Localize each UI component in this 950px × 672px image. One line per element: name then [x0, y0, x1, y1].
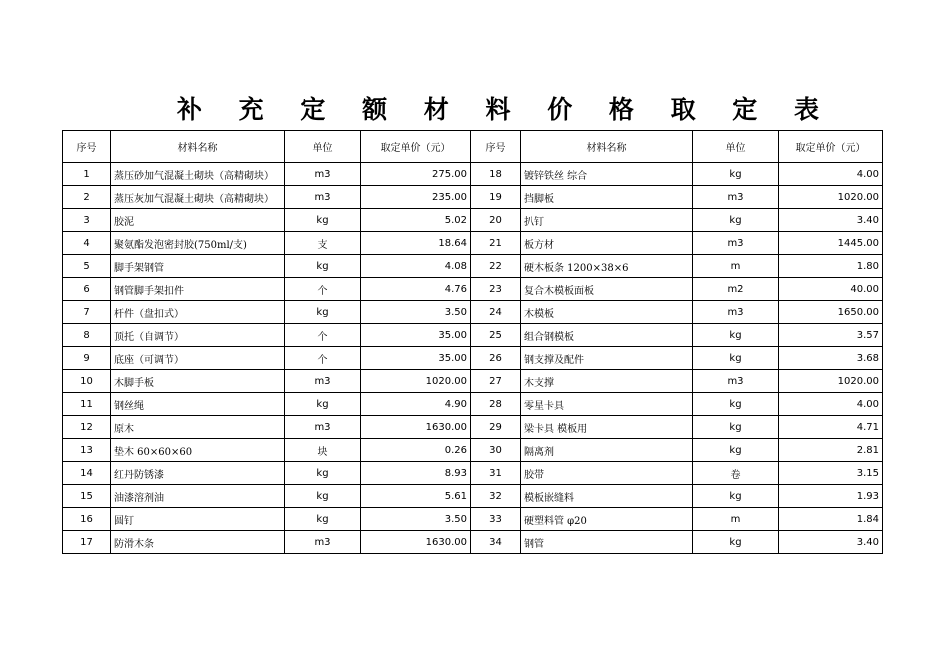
price-cell: 1.84 — [779, 508, 883, 531]
material-name-cell: 油漆溶剂油 — [111, 485, 285, 508]
material-name-cell: 硬塑料管 φ20 — [521, 508, 693, 531]
seq-cell: 29 — [471, 416, 521, 439]
price-cell: 3.50 — [361, 301, 471, 324]
material-name-cell: 组合钢模板 — [521, 324, 693, 347]
price-cell: 1630.00 — [361, 416, 471, 439]
seq-cell: 25 — [471, 324, 521, 347]
material-name-cell: 蒸压砂加气混凝土砌块（高精砌块） — [111, 163, 285, 186]
header-price: 取定单价（元） — [779, 131, 883, 163]
seq-cell: 17 — [63, 531, 111, 554]
seq-cell: 12 — [63, 416, 111, 439]
unit-cell: 个 — [285, 324, 361, 347]
seq-cell: 22 — [471, 255, 521, 278]
material-name-cell: 顶托（自调节） — [111, 324, 285, 347]
unit-cell: m3 — [693, 301, 779, 324]
unit-cell: kg — [693, 393, 779, 416]
unit-cell: kg — [285, 209, 361, 232]
seq-cell: 9 — [63, 347, 111, 370]
unit-cell: m — [693, 508, 779, 531]
seq-cell: 24 — [471, 301, 521, 324]
price-cell: 4.90 — [361, 393, 471, 416]
header-row — [63, 131, 883, 163]
material-name-cell: 垫木 60×60×60 — [111, 439, 285, 462]
header-seq: 序号 — [63, 131, 111, 163]
material-name-cell: 胶泥 — [111, 209, 285, 232]
unit-cell: kg — [693, 347, 779, 370]
table-row — [63, 255, 883, 278]
material-name-cell: 模板嵌缝料 — [521, 485, 693, 508]
table-row — [63, 485, 883, 508]
table-row — [63, 186, 883, 209]
table-row — [63, 439, 883, 462]
unit-cell: 卷 — [693, 462, 779, 485]
table-row — [63, 508, 883, 531]
material-name-cell: 钢支撑及配件 — [521, 347, 693, 370]
price-cell: 2.81 — [779, 439, 883, 462]
material-name-cell: 木模板 — [521, 301, 693, 324]
unit-cell: 支 — [285, 232, 361, 255]
unit-cell: m3 — [693, 370, 779, 393]
price-cell: 275.00 — [361, 163, 471, 186]
material-name-cell: 复合木模板面板 — [521, 278, 693, 301]
material-name-cell: 原木 — [111, 416, 285, 439]
material-name-cell: 杆件（盘扣式） — [111, 301, 285, 324]
unit-cell: kg — [285, 393, 361, 416]
unit-cell: 个 — [285, 278, 361, 301]
price-cell: 40.00 — [779, 278, 883, 301]
table-row — [63, 301, 883, 324]
seq-cell: 27 — [471, 370, 521, 393]
unit-cell: kg — [693, 209, 779, 232]
seq-cell: 2 — [63, 186, 111, 209]
seq-cell: 16 — [63, 508, 111, 531]
header-unit: 单位 — [693, 131, 779, 163]
seq-cell: 18 — [471, 163, 521, 186]
price-cell: 4.08 — [361, 255, 471, 278]
price-table — [62, 130, 883, 554]
price-cell: 4.00 — [779, 393, 883, 416]
price-cell: 3.50 — [361, 508, 471, 531]
table-row — [63, 232, 883, 255]
header-unit: 单位 — [285, 131, 361, 163]
material-name-cell: 脚手架钢管 — [111, 255, 285, 278]
unit-cell: m3 — [693, 232, 779, 255]
unit-cell: m3 — [285, 416, 361, 439]
unit-cell: kg — [285, 485, 361, 508]
price-cell: 1020.00 — [779, 186, 883, 209]
material-name-cell: 底座（可调节） — [111, 347, 285, 370]
table-row — [63, 393, 883, 416]
price-cell: 5.61 — [361, 485, 471, 508]
seq-cell: 32 — [471, 485, 521, 508]
seq-cell: 19 — [471, 186, 521, 209]
material-name-cell: 零星卡具 — [521, 393, 693, 416]
material-name-cell: 挡脚板 — [521, 186, 693, 209]
material-name-cell: 钢管脚手架扣件 — [111, 278, 285, 301]
seq-cell: 26 — [471, 347, 521, 370]
material-name-cell: 硬木板条 1200×38×6 — [521, 255, 693, 278]
unit-cell: m3 — [285, 370, 361, 393]
seq-cell: 14 — [63, 462, 111, 485]
unit-cell: 块 — [285, 439, 361, 462]
seq-cell: 20 — [471, 209, 521, 232]
seq-cell: 28 — [471, 393, 521, 416]
table-row — [63, 531, 883, 554]
price-cell: 1.93 — [779, 485, 883, 508]
unit-cell: kg — [285, 508, 361, 531]
seq-cell: 8 — [63, 324, 111, 347]
price-cell: 4.76 — [361, 278, 471, 301]
unit-cell: kg — [693, 485, 779, 508]
seq-cell: 3 — [63, 209, 111, 232]
seq-cell: 1 — [63, 163, 111, 186]
unit-cell: kg — [693, 163, 779, 186]
header-price: 取定单价（元） — [361, 131, 471, 163]
unit-cell: m3 — [693, 186, 779, 209]
price-cell: 3.68 — [779, 347, 883, 370]
price-cell: 8.93 — [361, 462, 471, 485]
price-cell: 1.80 — [779, 255, 883, 278]
unit-cell: kg — [693, 439, 779, 462]
table-row — [63, 370, 883, 393]
material-name-cell: 梁卡具 模板用 — [521, 416, 693, 439]
material-name-cell: 聚氨酯发泡密封胶(750ml/支) — [111, 232, 285, 255]
seq-cell: 15 — [63, 485, 111, 508]
table-row — [63, 462, 883, 485]
material-name-cell: 镀锌铁丝 综合 — [521, 163, 693, 186]
table-row — [63, 209, 883, 232]
table-row — [63, 416, 883, 439]
material-name-cell: 板方材 — [521, 232, 693, 255]
price-cell: 4.71 — [779, 416, 883, 439]
seq-cell: 5 — [63, 255, 111, 278]
unit-cell: kg — [285, 255, 361, 278]
material-name-cell: 圆钉 — [111, 508, 285, 531]
price-cell: 1020.00 — [361, 370, 471, 393]
seq-cell: 21 — [471, 232, 521, 255]
unit-cell: 个 — [285, 347, 361, 370]
seq-cell: 33 — [471, 508, 521, 531]
table-row — [63, 278, 883, 301]
seq-cell: 7 — [63, 301, 111, 324]
header-name: 材料名称 — [111, 131, 285, 163]
unit-cell: kg — [693, 416, 779, 439]
unit-cell: m — [693, 255, 779, 278]
price-cell: 3.40 — [779, 531, 883, 554]
seq-cell: 13 — [63, 439, 111, 462]
unit-cell: m2 — [693, 278, 779, 301]
unit-cell: m3 — [285, 531, 361, 554]
unit-cell: kg — [285, 301, 361, 324]
price-cell: 235.00 — [361, 186, 471, 209]
material-name-cell: 扒钉 — [521, 209, 693, 232]
seq-cell: 6 — [63, 278, 111, 301]
header-seq: 序号 — [471, 131, 521, 163]
price-cell: 0.26 — [361, 439, 471, 462]
seq-cell: 10 — [63, 370, 111, 393]
seq-cell: 34 — [471, 531, 521, 554]
material-name-cell: 钢管 — [521, 531, 693, 554]
seq-cell: 30 — [471, 439, 521, 462]
seq-cell: 31 — [471, 462, 521, 485]
material-name-cell: 钢丝绳 — [111, 393, 285, 416]
table-row — [63, 163, 883, 186]
price-cell: 35.00 — [361, 347, 471, 370]
material-name-cell: 蒸压灰加气混凝土砌块（高精砌块） — [111, 186, 285, 209]
material-name-cell: 胶带 — [521, 462, 693, 485]
seq-cell: 23 — [471, 278, 521, 301]
material-name-cell: 木脚手板 — [111, 370, 285, 393]
material-name-cell: 隔离剂 — [521, 439, 693, 462]
price-cell: 18.64 — [361, 232, 471, 255]
unit-cell: kg — [693, 531, 779, 554]
page-title: 补 充 定 额 材 料 价 格 取 定 表 — [176, 95, 834, 124]
price-cell: 1445.00 — [779, 232, 883, 255]
seq-cell: 11 — [63, 393, 111, 416]
header-name: 材料名称 — [521, 131, 693, 163]
material-name-cell: 木支撑 — [521, 370, 693, 393]
table-body — [63, 163, 883, 554]
unit-cell: m3 — [285, 186, 361, 209]
price-cell: 1650.00 — [779, 301, 883, 324]
material-name-cell: 红丹防锈漆 — [111, 462, 285, 485]
price-cell: 1630.00 — [361, 531, 471, 554]
table-row — [63, 324, 883, 347]
price-cell: 4.00 — [779, 163, 883, 186]
price-cell: 3.57 — [779, 324, 883, 347]
seq-cell: 4 — [63, 232, 111, 255]
price-cell: 3.15 — [779, 462, 883, 485]
price-cell: 3.40 — [779, 209, 883, 232]
price-cell: 5.02 — [361, 209, 471, 232]
table-row — [63, 347, 883, 370]
unit-cell: m3 — [285, 163, 361, 186]
price-cell: 1020.00 — [779, 370, 883, 393]
material-name-cell: 防滑木条 — [111, 531, 285, 554]
price-cell: 35.00 — [361, 324, 471, 347]
unit-cell: kg — [285, 462, 361, 485]
unit-cell: kg — [693, 324, 779, 347]
